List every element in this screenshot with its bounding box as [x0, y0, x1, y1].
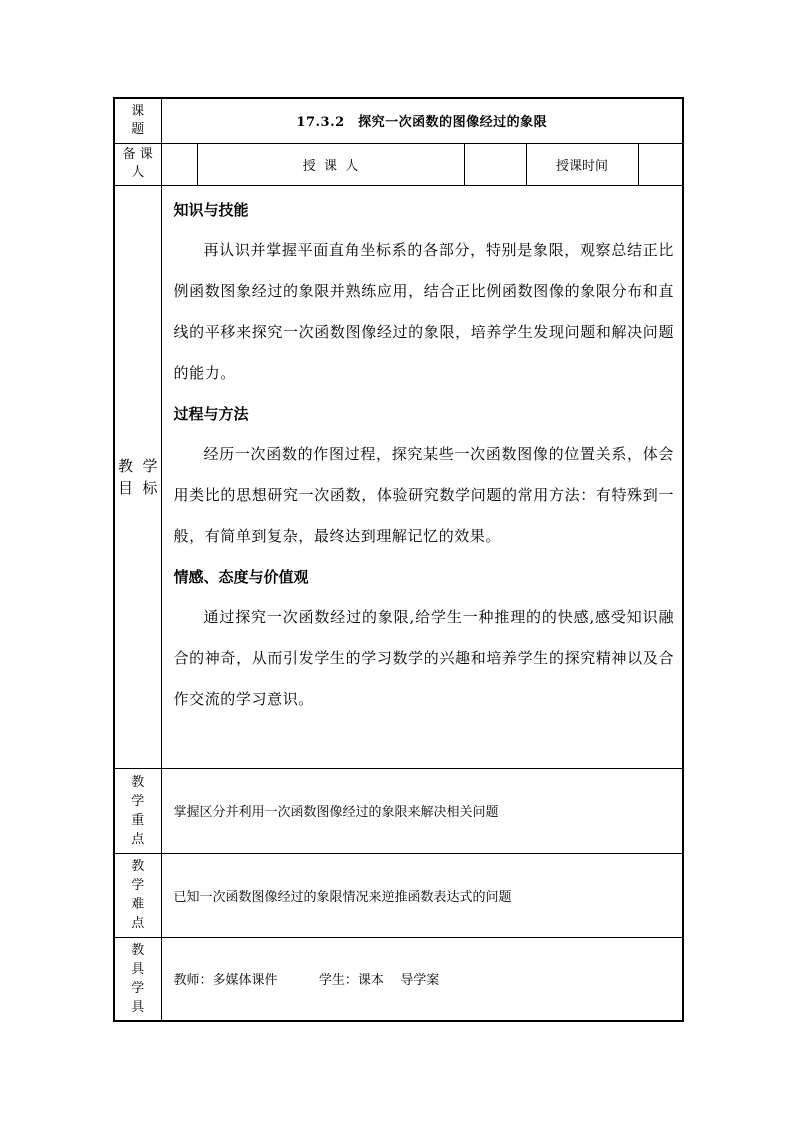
- teacher-label: 授 课 人: [197, 143, 464, 185]
- objective-text: 经历一次函数的作图过程，探究某些一次函数图像的位置关系，体会用类比的思想研究一次函数，体验研究数学问题的常用方法：有特殊到一般，有简单到复杂，最终达到理解记忆的效果。: [173, 444, 675, 545]
- objective-knowledge: [174, 190, 675, 394]
- prepare-label: 备 课 人: [114, 143, 161, 185]
- difficulties-text: 已知一次函数图像经过的象限情况来逆推函数表达式的问题: [161, 853, 683, 937]
- prepare-value[interactable]: [161, 143, 197, 185]
- objective-heading: 情感、态度与价值观: [173, 567, 309, 586]
- tools-row: [114, 937, 683, 1021]
- objective-text: 再认识并掌握平面直角坐标系的各部分，特别是象限，观察总结正比例函数图象经过的象限并熟练应用，结合正比例函数图像的象限分布和直线的平移来探究一次函数图像经过的象限，培养学生发现问题和解决问题的能力。: [173, 240, 675, 382]
- objectives-content: [161, 185, 683, 768]
- difficulties-label: 教 学 难 点: [114, 853, 161, 937]
- objective-heading: 知识与技能: [173, 200, 249, 219]
- tools-label: 教 具 学 具: [114, 937, 161, 1021]
- prepare-row: [114, 143, 683, 185]
- objective-text: 通过探究一次函数经过的象限,给学生一种推理的的快感,感受知识融合的神奇，从而引发学生的学习数学的兴趣和培养学生的探究精神以及合作交流的学习意识。: [173, 607, 675, 708]
- objective-heading: 过程与方法: [173, 404, 249, 423]
- objectives-label: 教 学 目 标: [114, 185, 161, 768]
- objective-process: [174, 394, 675, 557]
- key-points-row: [114, 768, 683, 853]
- teacher-value[interactable]: [464, 143, 526, 185]
- time-label: 授课时间: [526, 143, 638, 185]
- topic-row: [114, 98, 683, 143]
- lesson-plan-table: [113, 97, 684, 1022]
- topic-label: 课 题: [114, 98, 161, 143]
- time-value[interactable]: [638, 143, 683, 185]
- key-points-text: 掌握区分并利用一次函数图像经过的象限来解决相关问题: [161, 768, 683, 853]
- lesson-plan-sheet: [113, 97, 682, 1022]
- difficulties-row: [114, 853, 683, 937]
- key-points-label: 教 学 重 点: [114, 768, 161, 853]
- objective-attitude: [174, 557, 675, 720]
- topic-title: 17.3.2 探究一次函数的图像经过的象限: [161, 98, 683, 143]
- objectives-row: [114, 185, 683, 768]
- tools-text: 教师：多媒体课件 学生：课本 导学案: [161, 937, 683, 1021]
